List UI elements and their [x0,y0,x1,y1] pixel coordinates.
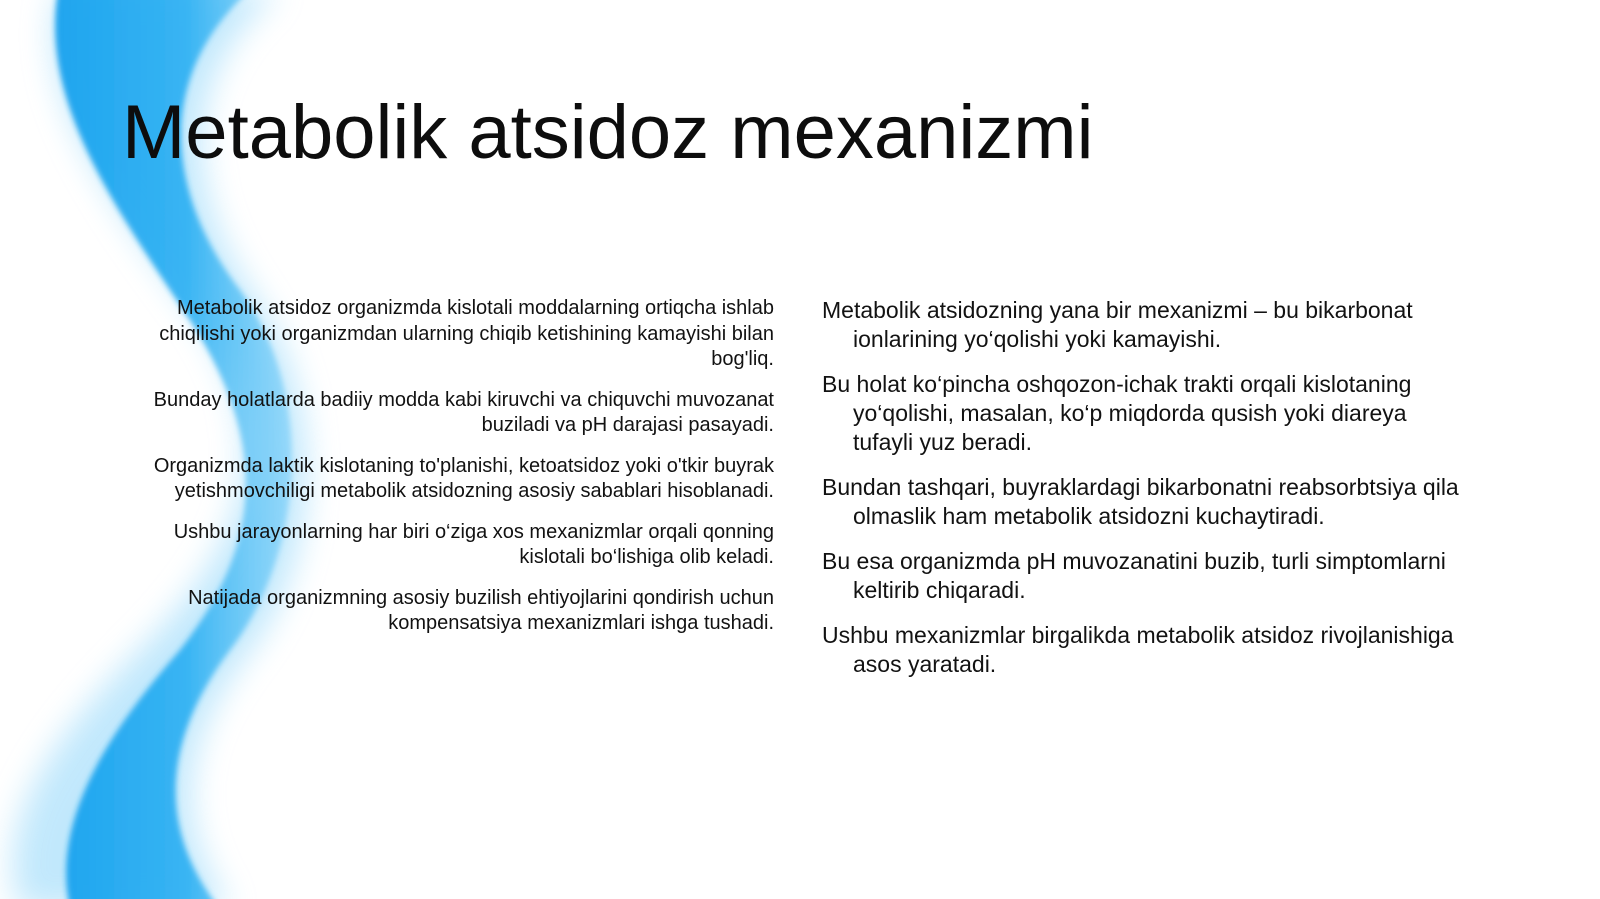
right-paragraph: Bu holat ko‘pincha oshqozon-ichak trakti orqali kislotaning yo‘qolishi, masalan, ko‘p miqdorda qusish yoki diareya tufayli yuz beradi. [822,371,1412,455]
right-paragraph: Bundan tashqari, buyraklardagi bikarbonatni reabsorbtsiya qila olmaslik ham metabolik atsidozni kuchaytiradi. [822,474,1459,529]
right-paragraph: Bu esa organizmda pH muvozanatini buzib, turli simptomlarni keltirib chiqaradi. [822,548,1446,603]
left-paragraph: Bunday holatlarda badiiy modda kabi kiruvchi va chiquvchi muvozanat buziladi va pH darajasi pasayadi. [153,388,774,436]
left-paragraph: Ushbu jarayonlarning har biri o‘ziga xos mexanizmlar orqali qonning kislotali bo‘lishiga olib keladi. [173,520,774,568]
slide-title: Metabolik atsidoz mexanizmi [122,90,1094,175]
left-paragraph: Natijada organizmning asosiy buzilish ehtiyojlarini qondirish uchun kompensatsiya mexanizmlari ishga tushadi. [188,586,774,634]
left-paragraph: Metabolik atsidoz organizmda kislotali moddalarning ortiqcha ishlab chiqilishi yoki organizmdan ularning chiqib ketishining kamayishi bilan bog'liq. [159,297,774,370]
left-paragraph: Organizmda laktik kislotaning to'planishi, ketoatsidoz yoki o'tkir buyrak yetishmovchiligi metabolik atsidozning asosiy sabablari hisoblanadi. [153,454,774,502]
left-text-column [124,296,774,652]
right-text-column [822,296,1472,695]
right-paragraph: Metabolik atsidozning yana bir mexanizmi – bu bikarbonat ionlarining yo‘qolishi yoki kamayishi. [822,297,1413,352]
right-paragraph: Ushbu mexanizmlar birgalikda metabolik atsidoz rivojlanishiga asos yaratadi. [822,622,1454,677]
